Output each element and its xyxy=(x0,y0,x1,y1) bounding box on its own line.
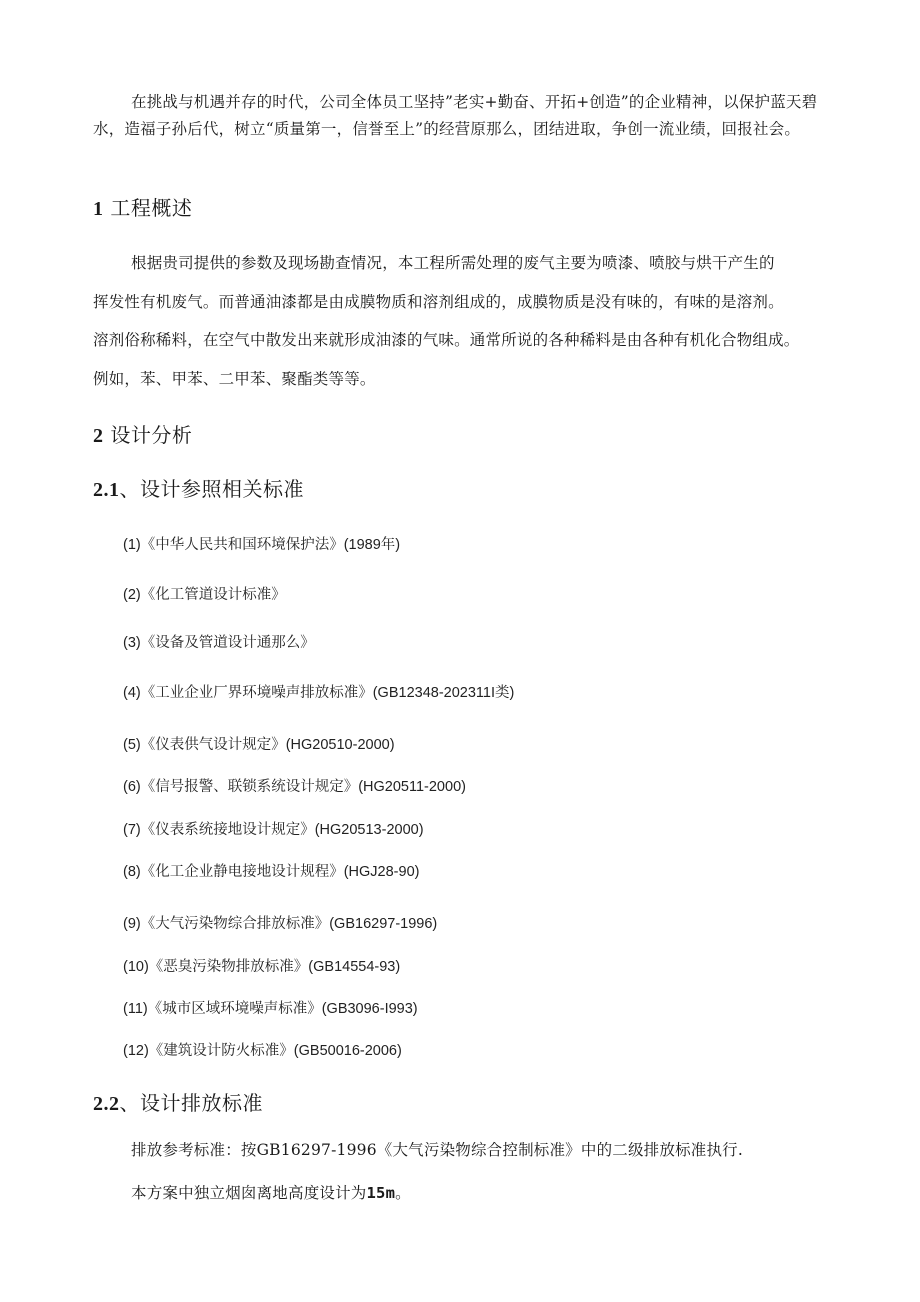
reference-item: (1)《中华人民共和国环境保护法》(1989年) xyxy=(123,537,401,553)
section-1-line-3: 溶剂俗称稀料，在空气中散发出来就形成油漆的气味。通常所说的各种稀料是由各种有机化合物组成。 xyxy=(93,331,800,349)
intro-paragraph: 在挑战与机遇并存的时代，公司全体员工坚持”老实+勤奋、开拓+创造”的企业精神，以保护蓝天碧水，造福子孙后代，树立“质量第一，信誉至上”的经营原那么，团结进取，争创一流业绩，回报社会。 xyxy=(93,93,818,138)
reference-item: (12)《建筑设计防火标准》(GB50016-2006) xyxy=(123,1043,402,1059)
reference-item: (8)《化工企业静电接地设计规程》(HGJ28-90) xyxy=(123,864,420,880)
emission-standard-line: 排放参考标准：按GB16297-1996《大气污染物综合控制标准》中的二级排放标准执行. xyxy=(131,1141,743,1159)
chimney-height-value: 15m xyxy=(366,1184,396,1202)
section-1-line-4: 例如，苯、甲苯、二甲苯、聚酯类等等。 xyxy=(93,370,376,388)
section-2-1-heading xyxy=(93,473,304,502)
reference-item: (11)《城市区域环境噪声标准》(GB3096-I993) xyxy=(123,1001,418,1017)
reference-item: (9)《大气污染物综合排放标准》(GB16297-1996) xyxy=(123,916,438,932)
section-2-title: 设计分析 xyxy=(110,423,193,447)
reference-item: (3)《设备及管道设计通那么》 xyxy=(123,635,315,651)
chimney-height-line xyxy=(131,1181,891,1203)
section-1-heading xyxy=(93,192,192,221)
chimney-height-suffix: 。 xyxy=(395,1184,411,1202)
reference-item: (4)《工业企业厂界环境噪声排放标准》(GB12348-202311I类) xyxy=(123,685,515,701)
section-1-line-1: 根据贵司提供的参数及现场勘查情况，本工程所需处理的废气主要为喷漆、喷胶与烘干产生的 xyxy=(131,254,775,272)
section-2-heading xyxy=(93,419,192,448)
section-1-line-2: 挥发性有机废气。而普通油漆都是由成膜物质和溶剂组成的，成膜物质是没有味的，有味的是溶剂。 xyxy=(93,293,784,311)
section-2-2-heading xyxy=(93,1087,263,1116)
section-2-2-number: 2.2 xyxy=(93,1093,120,1115)
section-1-number: 1 xyxy=(93,198,104,220)
reference-item: (6)《信号报警、联锁系统设计规定》(HG20511-2000) xyxy=(123,779,466,795)
chimney-height-prefix: 本方案中独立烟囱离地高度设计为 xyxy=(131,1184,367,1202)
section-1-title: 工程概述 xyxy=(110,196,193,220)
reference-item: (10)《恶臭污染物排放标准》(GB14554-93) xyxy=(123,959,401,975)
section-2-1-number: 2.1 xyxy=(93,479,120,501)
section-2-1-title: 、设计参照相关标准 xyxy=(119,477,304,501)
reference-item: (5)《仪表供气设计规定》(HG20510-2000) xyxy=(123,737,395,753)
reference-item: (2)《化工管道设计标准》 xyxy=(123,587,286,603)
section-2-number: 2 xyxy=(93,425,104,447)
reference-item: (7)《仪表系统接地设计规定》(HG20513-2000) xyxy=(123,822,424,838)
section-2-2-title: 、设计排放标准 xyxy=(119,1091,263,1115)
